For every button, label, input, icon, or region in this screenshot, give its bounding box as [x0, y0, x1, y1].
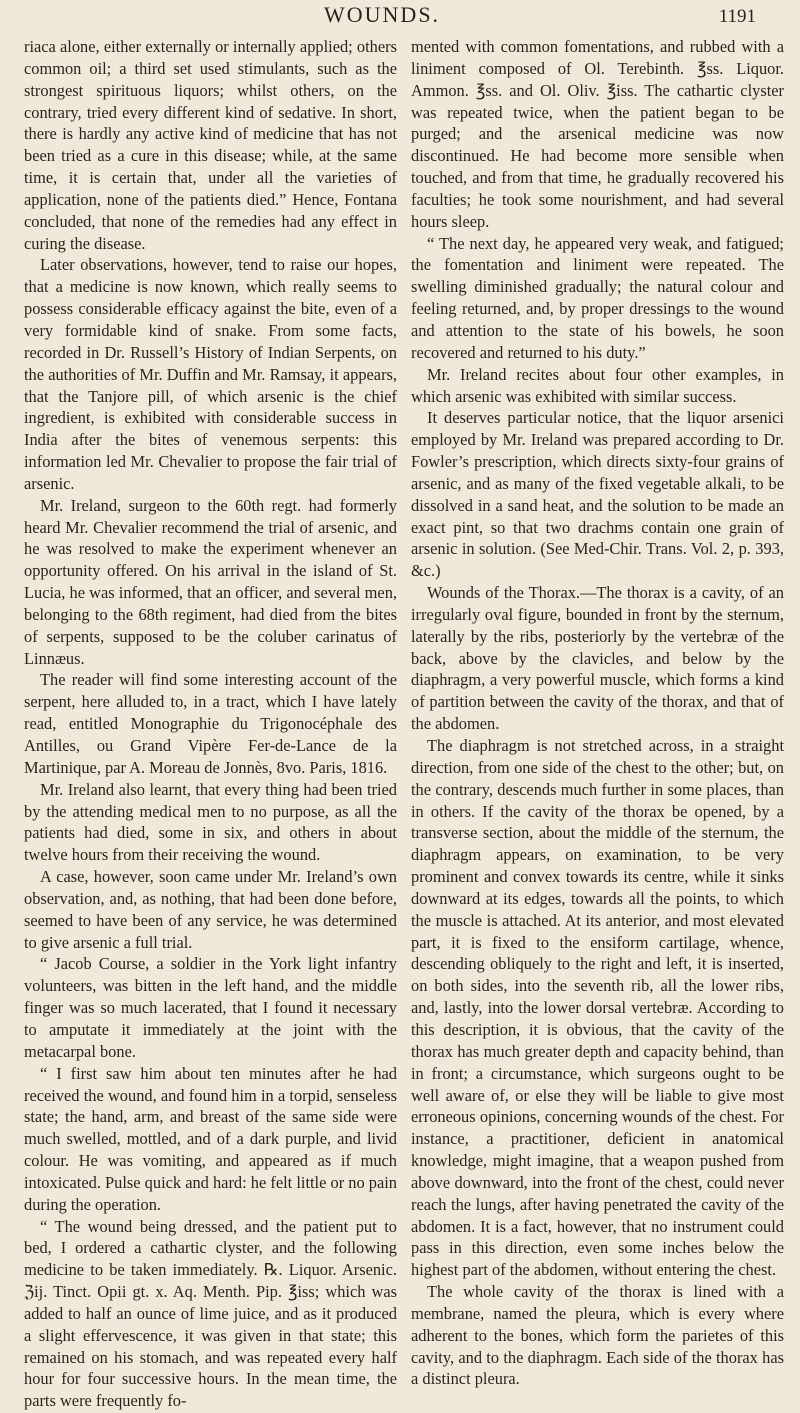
running-head [24, 0, 786, 36]
quoted-paragraph: “ I first saw him about ten minutes after he had received the wound, and found him in a torpid, senseless state; the hand, arm, and breast of the same side were much swelled, mottled, and of a dark purple, and livid colour. He was vomiting, and appeared as if much intoxicated. Pulse quick and hard: he felt little or no pain during the operation. [24, 1063, 397, 1214]
paragraph: Mr. Ireland also learnt, that every thing had been tried by the attending medical men to no purpose, as all the patients had died, some in six, and others in about twelve hours from their receiving the wound. [24, 779, 397, 865]
paragraph: mented with common fomentations, and rubbed with a liniment composed of Ol. Terebinth. ℥ss. Liquor. Ammon. ℥ss. and Ol. Oliv. ℥iss. The cathartic clyster was repeated twice, when the patient began to be purged; and the arsenical medicine was now discontinued. He had become more sensible when touched, and from that time, he gradually recovered his faculties; he took some nourishment, and had several hours sleep. [411, 37, 784, 231]
paragraph: Later observations, however, tend to raise our hopes, that a medicine is now known, which really seems to possess considerable efficacy against the bite, even of a very formidable kind of snake. From some facts, recorded in Dr. Russell’s History of Indian Serpents, on the authorities of Mr. Duffin and Mr. Ramsay, it appears, that the Tanjore pill, of which arsenic is the chief ingredient, is exhibited with considerable success in India after the bites of venemous serpents: this information led Mr. Chevalier to propose the fair trial of arsenic. [24, 255, 397, 493]
paragraph: Mr. Ireland recites about four other examples, in which arsenic was exhibited with similar success. [411, 364, 784, 406]
text-columns [24, 36, 786, 1412]
paragraph: The reader will find some interesting account of the serpent, here alluded to, in a tract, which I have lately read, entitled Monographie du Trigonocéphale des Antilles, ou Grand Vipère Fer-de-Lance de la Martinique, par A. Moreau de Jonnès, 8vo. Paris, 1816. [24, 670, 397, 777]
left-column [24, 36, 397, 1412]
paragraph: The diaphragm is not stretched across, in a straight direction, from one side of the chest to the other; but, on the contrary, descends much further in some places, than in others. If the cavity of the thorax be opened, by a transverse section, about the middle of the sternum, the diaphragm appears, on examination, to be very prominent and convex towards its centre, while it sinks downward at its edges, towards all the points, to which the muscle is attached. At its anterior, and most elevated part, it is fixed to the ensiform cartilage, whence, descending obliquely to the right and left, it is inserted, on both sides, into the seventh rib, all the lower ribs, and, lastly, into the lower dorsal vertebræ. According to this description, it is obvious, that the cavity of the thorax has much greater depth and capacity behind, than in front; a circumstance, which surgeons ought to be well aware of, or else they will be liable to give most erroneous opinions, concerning wounds of the chest. For instance, a practitioner, deficient in anatomical knowledge, might imagine, that a weapon pushed from above downward, into the front of the chest, could never reach the lungs, after having penetrated the cavity of the abdomen. It is a fact, however, that no instrument could pass in this direction, even some inches below the highest part of the abdomen, without entering the chest. [411, 736, 784, 1280]
running-title: WOUNDS. [324, 2, 441, 27]
page-number: 1191 [718, 6, 756, 27]
quoted-paragraph: “ Jacob Course, a soldier in the York light infantry volunteers, was bitten in the left hand, and the middle finger was so much lacerated, that I found it necessary to amputate it immediately at the joint with the metacarpal bone. [24, 954, 397, 1061]
paragraph: riaca alone, either externally or internally applied; others common oil; a third set used stimulants, such as the strongest spirituous liquors; whilst others, on the contrary, tried every different kind of sedative. In short, there is hardly any active kind of medicine that has not been tried as a cure in this disease; while, at the same time, it is certain that, under all the varieties of application, none of the patients died.” Hence, Fontana concluded, that none of the remedies had any effect in curing the disease. [24, 37, 397, 253]
quoted-paragraph: “ The wound being dressed, and the patient put to bed, I ordered a cathartic clyster, and the following medicine to be taken immediately. ℞. Liquor. Arsenic. ℨij. Tinct. Opii gt. x. Aq. Menth. Pip. ℥iss; which was added to half an ounce of lime juice, and as it produced a slight effervescence, it was given in that state; this remained on his stomach, and was repeated every half hour for four successive hours. In the mean time, the parts were frequently fo- [24, 1216, 397, 1411]
paragraph: It deserves particular notice, that the liquor arsenici employed by Mr. Ireland was prepared according to Dr. Fowler’s prescription, which directs sixty-four grains of arsenic, and as many of the fixed vegetable alkali, to be dissolved in a sand heat, and the solution to be made an exact pint, so that two drachms contain one grain of arsenic in solution. (See Med-Chir. Trans. Vol. 2, p. 393, &c.) [411, 408, 784, 581]
right-column [411, 36, 784, 1412]
section-paragraph: Wounds of the Thorax.—The thorax is a cavity, of an irregularly oval figure, bounded in front by the sternum, laterally by the ribs, posteriorly by the vertebræ of the back, above by the clavicles, and below by the diaphragm, a very powerful muscle, which forms a kind of partition between the cavity of the thorax, and that of the abdomen. [411, 583, 784, 734]
quoted-paragraph: “ The next day, he appeared very weak, and fatigued; the fomentation and liniment were repeated. The swelling diminished gradually; the natural colour and feeling returned, and, by proper dressings to the wound and attention to the state of his bowels, he soon recovered and returned to his duty.” [411, 233, 784, 362]
paragraph: Mr. Ireland, surgeon to the 60th regt. had formerly heard Mr. Chevalier recommend the trial of arsenic, and he was resolved to make the experiment whenever an opportunity offered. On his arrival in the island of St. Lucia, he was informed, that an officer, and several men, belonging to the 68th regiment, had died from the bites of serpents, supposed to be the coluber carinatus of Linnæus. [24, 495, 397, 668]
paragraph: A case, however, soon came under Mr. Ireland’s own observation, and, as nothing, that had been done before, seemed to have been of any service, he was determined to give arsenic a full trial. [24, 867, 397, 952]
paragraph: The whole cavity of the thorax is lined with a membrane, named the pleura, which is every where adherent to the bones, which form the parietes of this cavity, and to the diaphragm. Each side of the thorax has a distinct pleura. [411, 1282, 784, 1389]
